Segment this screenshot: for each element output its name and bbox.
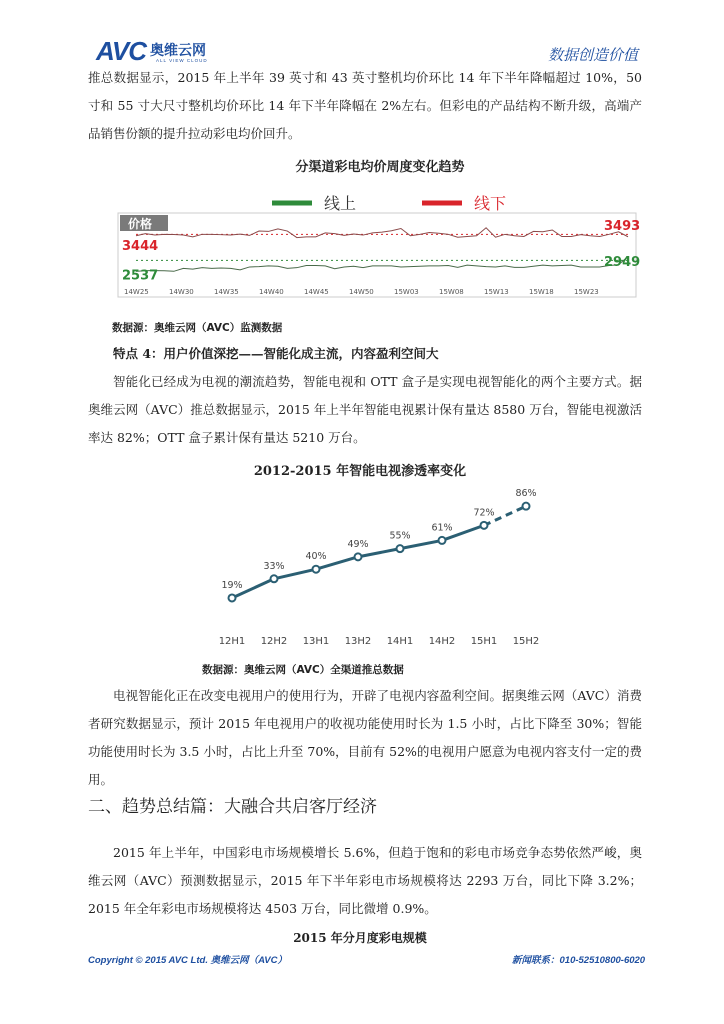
line-segment [358, 549, 400, 557]
x-tick: 15W13 [484, 288, 509, 296]
data-label: 55% [389, 530, 411, 542]
x-tick: 15H2 [512, 636, 540, 647]
data-label: 61% [431, 522, 453, 534]
data-point [313, 566, 320, 573]
feature-4-heading: 特点 4：用户价值深挖——智能化成主流，内容盈利空间大 [113, 346, 439, 361]
data-point [355, 553, 362, 560]
x-tick: 13H2 [344, 636, 372, 647]
line-segment [400, 540, 442, 548]
data-label: 40% [305, 551, 327, 563]
data-point [439, 537, 446, 544]
data-point [229, 594, 236, 601]
smart-tv-penetration-chart [200, 480, 560, 655]
x-tick: 14W50 [349, 288, 374, 296]
footer-contact: 新闻联系：010-52510800-6020 [512, 955, 646, 966]
x-tick: 14H2 [428, 636, 456, 647]
ylabel: 价格 [128, 217, 153, 231]
x-tick: 14W40 [259, 288, 284, 296]
x-tick: 14W30 [169, 288, 194, 296]
legend-label-0: 线上 [324, 194, 357, 213]
data-point [523, 503, 530, 510]
x-tick: 15W08 [439, 288, 464, 296]
x-tick: 15W18 [529, 288, 554, 296]
data-label: 72% [473, 507, 495, 519]
x-tick: 15H1 [470, 636, 498, 647]
avc-logo [96, 36, 208, 67]
chart2-source: 数据源：奥维云网（AVC）全渠道推总数据 [202, 664, 404, 676]
paragraph-3: 电视智能化正在改变电视用户的使用行为，开辟了电视内容盈利空间。据奥维云网（AVC）消费者研究数据显示，预计 2015 年电视用户的收视功能使用时长为 1.5 小时，占比下降至 30%；智能功能使用时长为 3.5 小时，占比上升至 70%，目前有 52%的电视用户愿意为电视内容支付一定的费用。 [88, 688, 642, 787]
x-tick: 14W25 [124, 288, 149, 296]
section-2-heading: 二、趋势总结篇：大融合共启客厅经济 [88, 797, 377, 817]
logo-sub: ALL VIEW CLOUD [156, 58, 208, 63]
paragraph-1: 推总数据显示，2015 年上半年 39 英寸和 43 英寸整机均价环比 14 年下半年降幅超过 10%，50 寸和 55 寸大尺寸整机均价环比 14 年下半年降幅在 2%左右。但彩电的产品结构不断升级，高端产品销售份额的提升拉动彩电均价回升。 [88, 70, 642, 141]
slogan: 数据创造价值 [548, 46, 639, 64]
footer-copyright: Copyright © 2015 AVC Ltd. 奥维云网（AVC） [88, 955, 287, 966]
x-tick: 15W03 [394, 288, 419, 296]
chart2-title: 2012-2015 年智能电视渗透率变化 [253, 464, 467, 479]
end-label-0: 3493 [604, 219, 641, 234]
price-trend-chart [112, 186, 642, 301]
x-tick: 13H1 [302, 636, 330, 647]
paragraph-2: 智能化已经成为电视的潮流趋势，智能电视和 OTT 盒子是实现电视智能化的两个主要方式。据奥维云网（AVC）推总数据显示，2015 年上半年智能电视累计保有量达 8580 万台，智能电视激活率达 82%；OTT 盒子累计保有量达 5210 万台。 [88, 374, 642, 445]
data-label: 49% [347, 538, 369, 550]
chart1-title: 分渠道彩电均价周度变化趋势 [295, 160, 465, 175]
x-tick: 15W23 [574, 288, 599, 296]
x-tick: 14W35 [214, 288, 239, 296]
chart1-source: 数据源：奥维云网（AVC）监测数据 [112, 322, 283, 334]
legend-label-1: 线下 [474, 194, 507, 213]
paragraph-4: 2015 年上半年，中国彩电市场规模增长 5.6%，但趋于饱和的彩电市场竞争态势依然严峻，奥维云网（AVC）预测数据显示，2015 年下半年彩电市场规模将达 2293 万台，同比下降 3.2%；2015 年全年彩电市场规模将达 4503 万台，同比微增 0.9%。 [88, 845, 642, 916]
logo-text: AVC [96, 36, 146, 66]
end-label-1: 2949 [604, 255, 641, 270]
data-point [397, 545, 404, 552]
x-tick: 12H1 [218, 636, 246, 647]
x-tick: 12H2 [260, 636, 288, 647]
logo-cn: 奥维云网 [150, 43, 206, 59]
start-label-1: 2537 [122, 268, 159, 284]
data-label: 19% [221, 579, 243, 591]
data-point [481, 522, 488, 529]
x-tick: 14W45 [304, 288, 329, 296]
chart3-title: 2015 年分月度彩电规模 [293, 931, 427, 945]
data-label: 86% [515, 488, 537, 500]
data-label: 33% [263, 560, 285, 572]
data-point [271, 575, 278, 582]
plot-frame [118, 213, 636, 297]
x-tick: 14H1 [386, 636, 414, 647]
start-label-0: 3444 [122, 238, 159, 254]
